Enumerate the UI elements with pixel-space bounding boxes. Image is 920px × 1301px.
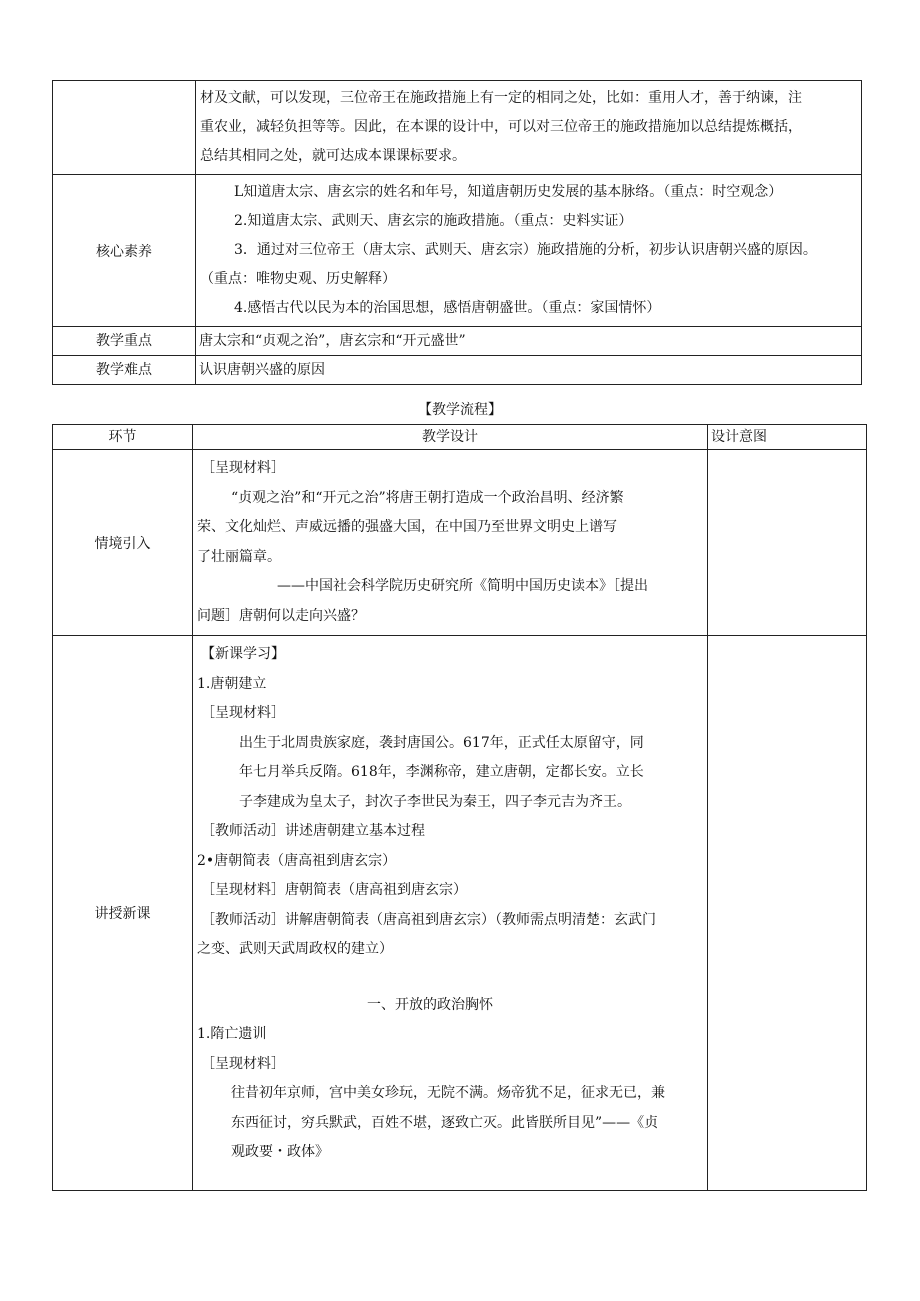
- intro-line: 总结其相同之处，就可达成本课课标要求。: [200, 148, 466, 164]
- empty-label-cell: [53, 81, 196, 175]
- design-line: 1.隋亡遗训: [197, 1026, 267, 1042]
- difficulty-value: 认识唐朝兴盛的原因: [196, 356, 862, 385]
- table-row: [53, 636, 867, 1191]
- core-line: L知道唐太宗、唐玄宗的姓名和年号，知道唐朝历史发展的基本脉络。（重点：时空观念）: [234, 184, 783, 200]
- intro-line: 材及文献，可以发现，三位帝王在施政措施上有一定的相同之处，比如：重用人才，善于纳谏，注: [200, 90, 802, 106]
- design-line: 问题］唐朝何以走向兴盛？: [197, 607, 365, 624]
- design-line: 子李建成为皇太子，封次子李世民为秦王，四子李元吉为齐王。: [239, 793, 631, 810]
- table-header-row: [53, 425, 867, 450]
- lecture-design-cell: [193, 636, 708, 1191]
- intro-text-cell: [196, 81, 862, 175]
- section-heading: 一、开放的政治胸怀: [367, 996, 493, 1013]
- core-line: 4.感悟古代以民为本的治国思想，感悟唐朝盛世。（重点：家国情怀）: [234, 300, 661, 316]
- key-point-label: 教学重点: [53, 327, 196, 356]
- key-point-value: 唐太宗和“贞观之治”，唐玄宗和“开元盛世”: [196, 327, 862, 356]
- teaching-flow-table: [52, 424, 867, 1191]
- design-line: ［呈现材料］: [201, 1055, 285, 1072]
- design-line: 东西征讨，穷兵默武，百姓不堪，逐致亡灭。此皆朕所目见”——《贞: [231, 1114, 659, 1131]
- intro-design-cell: [193, 450, 708, 636]
- design-line: ［呈现材料］唐朝简表（唐高祖到唐玄宗）: [201, 882, 467, 898]
- table-row: [53, 356, 862, 385]
- table-row: [53, 81, 862, 175]
- design-line: 【新课学习】: [201, 646, 285, 662]
- design-line: ［教师活动］讲解唐朝简表（唐高祖到唐玄宗）（教师需点明清楚：玄武门: [201, 911, 656, 928]
- design-line: 往昔初年京师，宫中美女珍玩，无院不满。炀帝犹不足，征求无已，兼: [231, 1085, 665, 1101]
- lecture-intent-cell: [708, 636, 867, 1191]
- lesson-info-table: [52, 80, 862, 385]
- design-line: 出生于北周贵族家庭，袭封唐国公。617年，正式任太原留守，同: [239, 734, 644, 751]
- table-row: [53, 327, 862, 356]
- core-literacy-label: 核心素养: [53, 175, 196, 327]
- design-line: “贞观之治”和“开元之治”将唐王朝打造成一个政治昌明、经济繁: [231, 489, 624, 506]
- design-line: 2•唐朝简表（唐高祖到唐玄宗）: [197, 852, 397, 869]
- design-line: 1.唐朝建立: [197, 675, 267, 692]
- spacer: [197, 1168, 703, 1186]
- design-line: ［教师活动］讲述唐朝建立基本过程: [201, 823, 425, 839]
- teaching-flow-title: 【教学流程】: [418, 402, 502, 418]
- header-intent: 设计意图: [708, 425, 867, 450]
- lecture-stage-label: 讲授新课: [53, 636, 193, 1191]
- intro-stage-label: 情境引入: [53, 450, 193, 636]
- core-line: （重点：唯物史观、历史解释）: [200, 271, 396, 287]
- design-line: ［呈现材料］: [201, 705, 285, 721]
- design-line: 年七月举兵反隋。618年，李渊称帝，建立唐朝，定都长安。立长: [239, 764, 644, 780]
- core-line: 3．通过对三位帝王（唐太宗、武则天、唐玄宗）施政措施的分析，初步认识唐朝兴盛的原因。: [234, 242, 817, 258]
- header-design: 教学设计: [193, 425, 708, 450]
- intro-line: 重农业，减轻负担等等。因此，在本课的设计中，可以对三位帝王的施政措施加以总结提炼概括，: [200, 119, 802, 135]
- spacer: [197, 965, 703, 991]
- design-line: 了壮丽篇章。: [197, 548, 281, 565]
- core-literacy-cell: [196, 175, 862, 327]
- difficulty-label: 教学难点: [53, 356, 196, 385]
- design-line: 观政要・政体》: [231, 1144, 329, 1160]
- table-row: [53, 450, 867, 636]
- design-line: 荣、文化灿烂、声威远播的强盛大国，在中国乃至世界文明史上谱写: [197, 519, 617, 535]
- intro-intent-cell: [708, 450, 867, 636]
- table-row: [53, 175, 862, 327]
- header-stage: 环节: [53, 425, 193, 450]
- design-line: 之变、武则天武周政权的建立）: [197, 941, 393, 957]
- design-line: ［呈现材料］: [201, 460, 285, 476]
- core-line: 2.知道唐太宗、武则天、唐玄宗的施政措施。（重点：史料实证）: [234, 213, 633, 229]
- design-line: ——中国社会科学院历史研究所《简明中国历史读本》［提出: [277, 578, 648, 594]
